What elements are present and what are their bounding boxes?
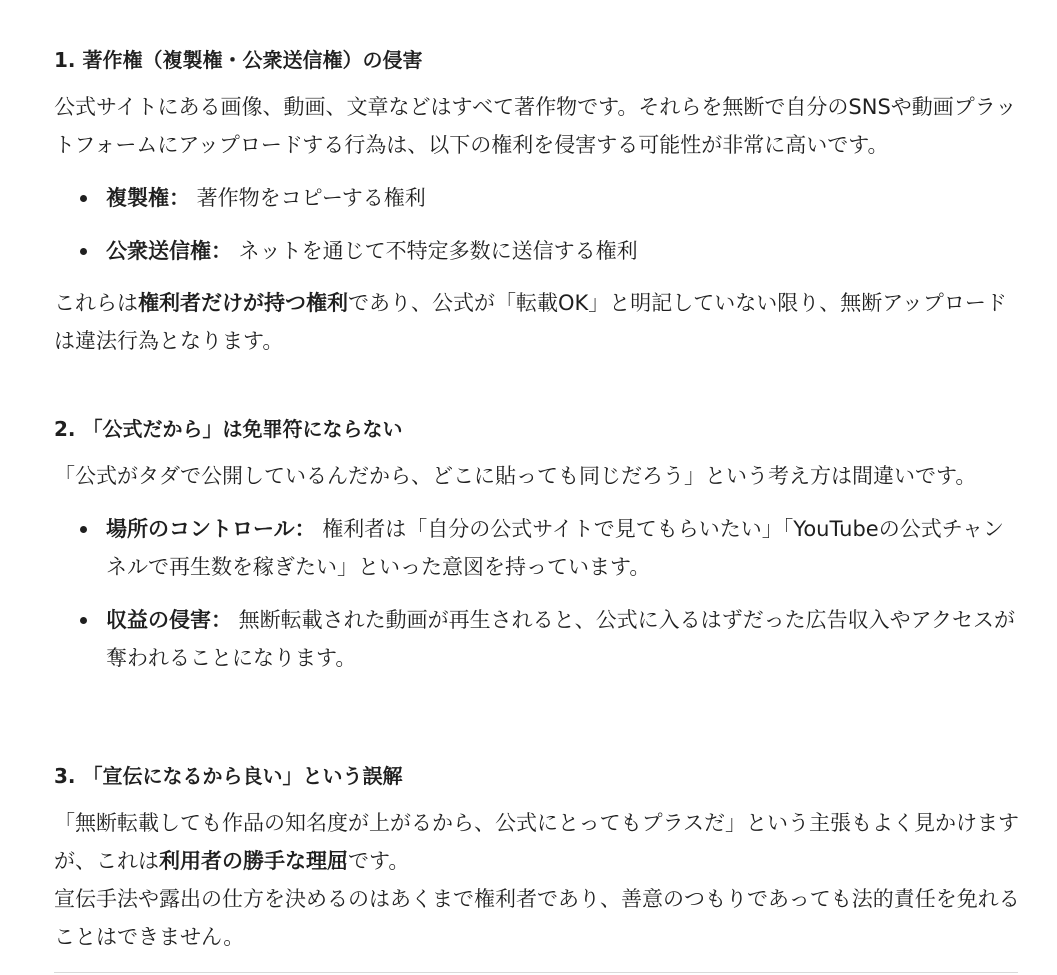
bullet-icon: [80, 248, 87, 255]
section-2-heading: 2. 「公式だから」は免罪符にならない: [54, 417, 403, 441]
para-text-bold: 利用者の勝手な理屈: [159, 849, 348, 873]
section-2: [54, 415, 1022, 677]
bullet-text: 無断転載された動画が再生されると、公式に入るはずだった広告収入やアクセスが奪われることになります。: [106, 608, 1016, 670]
section-3: [54, 762, 1022, 956]
section-2-intro: 「公式がタダで公開しているんだから、どこに貼っても同じだろう」という考え方は間違いです。: [54, 464, 977, 488]
bullet-term: 収益の侵害：: [106, 608, 232, 632]
section-1-bullet-list: [54, 179, 1022, 270]
bullet-text: 権利者は「自分の公式サイトで見てもらいたい」「YouTubeの公式チャンネルで再生数を稼ぎたい」といった意図を持っています。: [106, 517, 1005, 579]
section-2-bullet-list: [54, 510, 1022, 677]
bullet-text: ネットを通じて不特定多数に送信する権利: [232, 239, 638, 263]
bullet-term: 場所のコントロール：: [106, 517, 316, 541]
list-item: [54, 601, 1022, 677]
outro-text-pre: これらは: [54, 291, 138, 315]
section-3-paragraph-2: 宣伝手法や露出の仕方を決めるのはあくまで権利者であり、善意のつもりであっても法的責任を免れることはできません。: [54, 887, 1020, 949]
bullet-term: 複製権：: [106, 186, 190, 210]
list-item: [54, 232, 1022, 270]
bullet-term: 公衆送信権：: [106, 239, 232, 263]
section-1: [54, 46, 1022, 360]
section-1-outro: [54, 284, 1022, 360]
section-3-heading: 3. 「宣伝になるから良い」という誤解: [54, 764, 403, 788]
bullet-icon: [80, 617, 87, 624]
outro-text-post: であり、公式が「転載OK」と明記していない限り、無断アップロードは違法行為となります。: [54, 291, 1007, 353]
bullet-text: 著作物をコピーする権利: [190, 186, 426, 210]
list-item: [54, 179, 1022, 217]
section-3-paragraph-1: [54, 804, 1022, 880]
para-text-post: です。: [348, 849, 410, 873]
section-1-heading: 1. 著作権（複製権・公衆送信権）の侵害: [54, 48, 423, 72]
bullet-icon: [80, 526, 87, 533]
section-1-intro: 公式サイトにある画像、動画、文章などはすべて著作物です。それらを無断で自分のSNSや動画プラットフォームにアップロードする行為は、以下の権利を侵害する可能性が非常に高いです。: [54, 95, 1017, 157]
list-item: [54, 510, 1022, 586]
bullet-icon: [80, 195, 87, 202]
divider: [54, 972, 1018, 973]
outro-text-bold: 権利者だけが持つ権利: [138, 291, 348, 315]
para-text-pre: 「無断転載しても作品の知名度が上がるから、公式にとってもプラスだ」という主張もよく見かけますが、これは: [54, 811, 1019, 873]
